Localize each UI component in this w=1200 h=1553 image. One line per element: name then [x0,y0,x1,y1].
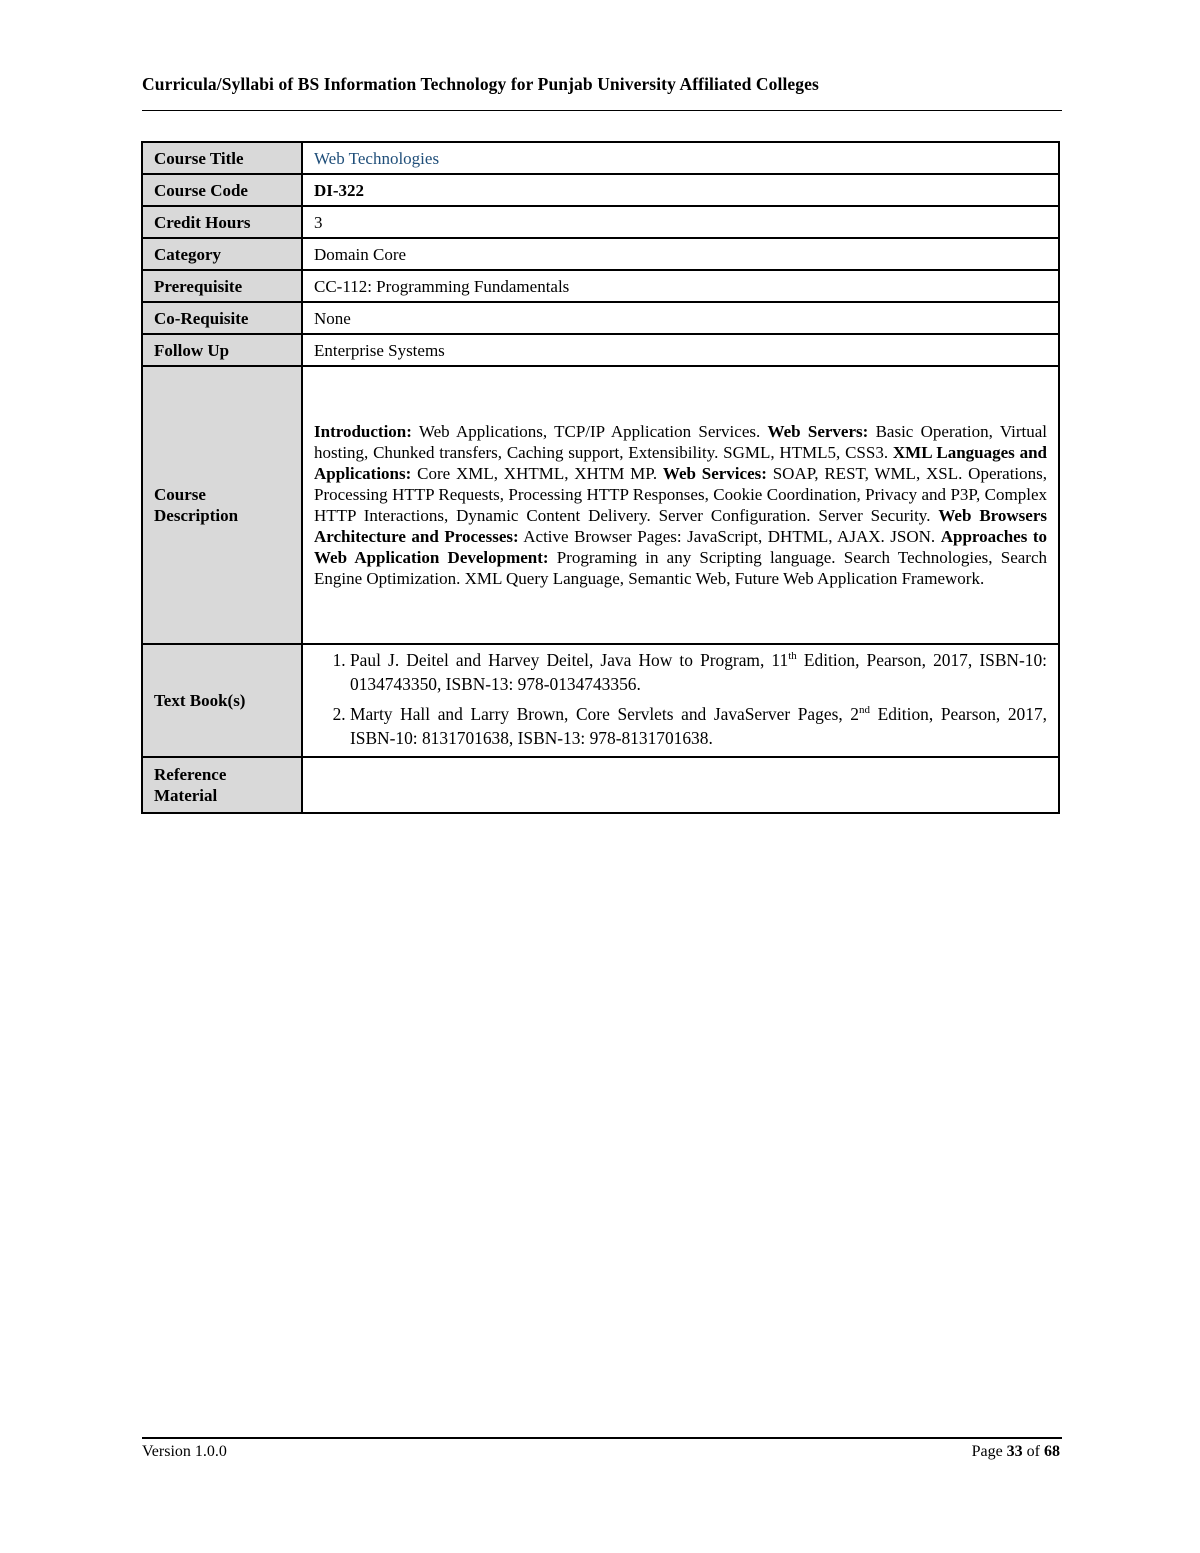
desc-heading: Web Servers: [767,422,869,441]
value-prerequisite: CC-112: Programming Fundamentals [302,270,1059,302]
row-course-description [142,366,1059,644]
row-category [142,238,1059,270]
value-reference-material [302,757,1059,813]
row-course-title [142,142,1059,174]
value-course-description [302,366,1059,644]
course-info-table [141,141,1060,814]
desc-heading: Web Services: [662,464,767,483]
value-follow-up: Enterprise Systems [302,334,1059,366]
label-reference-material: Reference Material [142,757,302,813]
label-course-title: Course Title [142,142,302,174]
label-credit-hours: Credit Hours [142,206,302,238]
desc-text: Programing in any Scripting language. Search Technologies, Search Engine Optimization. XML Query Language, Semantic Web, Future Web Application Framework. [314,548,1047,588]
value-credit-hours: 3 [302,206,1059,238]
row-course-code [142,174,1059,206]
desc-text: Core XML, XHTML, XHTM MP. [411,464,663,483]
label-course-code: Course Code [142,174,302,206]
value-course-title: Web Technologies [302,142,1059,174]
header-divider [142,110,1062,111]
value-course-code: DI-322 [302,174,1059,206]
desc-heading: XML Languages and Applications: [314,443,1047,483]
footer-divider [142,1437,1062,1439]
value-text-books [302,644,1059,757]
row-text-books [142,644,1059,757]
footer-version: Version 1.0.0 [142,1443,227,1460]
list-item: 2. Marty Hall and Larry Brown, Core Servlets and JavaServer Pages, 2nd Edition, Pearson, 2017, ISBN-10: 8131701638, ISBN-13: 978-8131701638. [350,702,1047,750]
desc-text: Active Browser Pages: JavaScript, DHTML, AJAX. JSON. [518,527,941,546]
textbook-list [314,648,1047,750]
desc-text: SOAP, REST, WML, XSL. Operations, Processing HTTP Requests, Processing HTTP Responses, Cookie Coordination, Privacy and P3P, Complex HTTP Interactions, Dynamic Content Delivery. Server Configuration. Server Security. [314,464,1048,525]
desc-heading: Introduction: [314,422,412,441]
label-follow-up: Follow Up [142,334,302,366]
desc-text: Basic Operation, Virtual hosting, Chunked transfers, Caching support, Extensibility. SGML, HTML5, CSS3. [314,422,1047,462]
row-credit-hours [142,206,1059,238]
value-category: Domain Core [302,238,1059,270]
row-prerequisite [142,270,1059,302]
desc-heading: Web Browsers Architecture and Processes: [314,506,1047,546]
desc-heading: Approaches to Web Application Development: [314,527,1048,567]
label-text-books: Text Book(s) [142,644,302,757]
label-category: Category [142,238,302,270]
value-co-requisite: None [302,302,1059,334]
page-header-title: Curricula/Syllabi of BS Information Technology for Punjab University Affiliated Colleges [142,74,819,94]
label-prerequisite: Prerequisite [142,270,302,302]
list-item: 1. Paul J. Deitel and Harvey Deitel, Java How to Program, 11th Edition, Pearson, 2017, ISBN-10: 0134743350, ISBN-13: 978-0134743356. [350,648,1047,696]
label-course-description: Course Description [142,366,302,644]
row-follow-up [142,334,1059,366]
row-co-requisite [142,302,1059,334]
label-co-requisite: Co-Requisite [142,302,302,334]
footer-page-number: Page 33 of 68 [971,1443,1060,1460]
desc-text: Web Applications, TCP/IP Application Services. [411,422,768,441]
row-reference-material [142,757,1059,813]
